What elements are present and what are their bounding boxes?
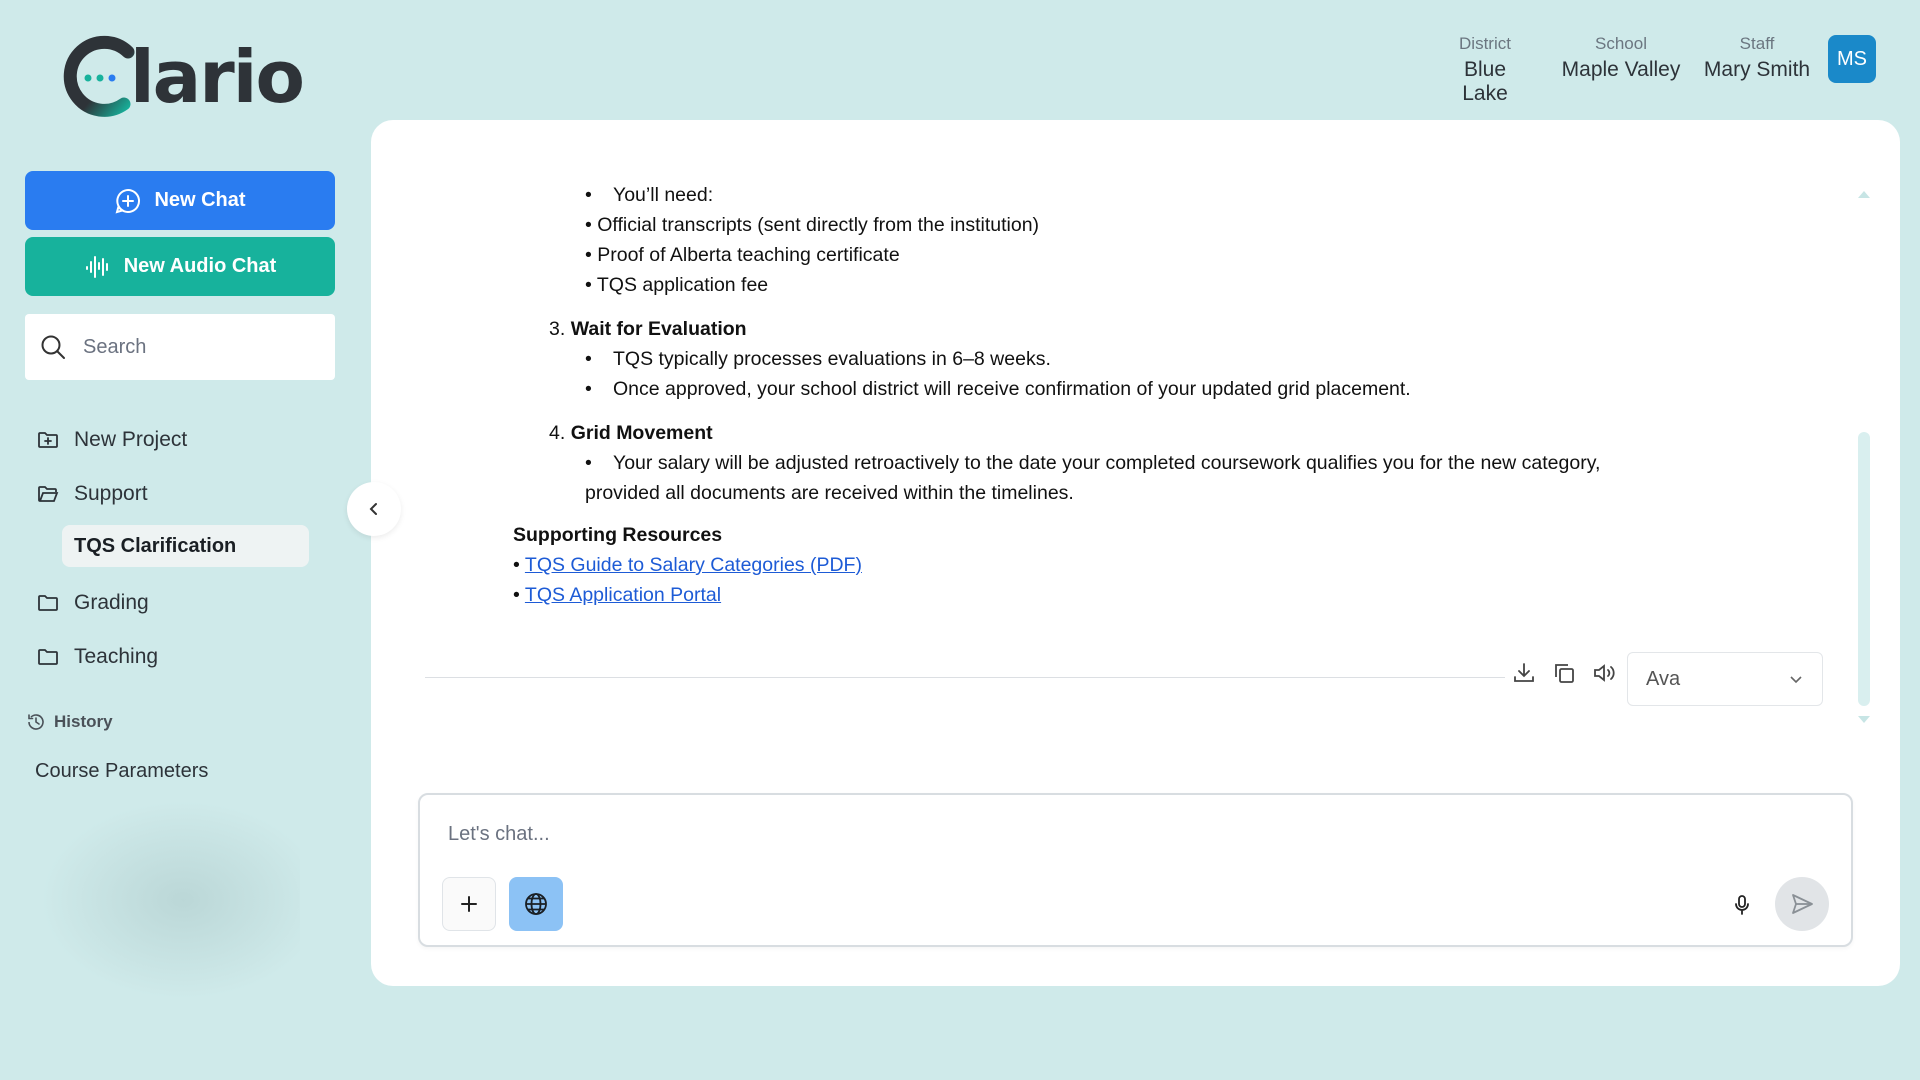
resource-link-guide[interactable]: TQS Guide to Salary Categories (PDF) — [524, 554, 862, 576]
list-item — [513, 344, 1713, 374]
step3-item: TQS typically processes evaluations in 6–8 weeks. — [613, 348, 1051, 370]
resource-item: • TQS Guide to Salary Categories (PDF) — [513, 554, 862, 576]
avatar[interactable]: MS — [1828, 35, 1876, 83]
web-search-toggle[interactable] — [509, 877, 563, 931]
chevron-left-icon — [366, 501, 382, 517]
step-heading — [513, 418, 1713, 448]
voice-selected: Ava — [1646, 667, 1681, 690]
chat-plus-icon — [114, 187, 142, 215]
step-heading — [513, 314, 1713, 344]
speaker-icon[interactable] — [1591, 660, 1617, 686]
send-icon — [1789, 891, 1815, 917]
list-item: • Official transcripts (sent directly from the institution) — [585, 214, 1040, 236]
scrollbar-thumb[interactable] — [1858, 432, 1870, 706]
new-audio-chat-label: New Audio Chat — [123, 255, 277, 277]
brand-name: lario — [130, 35, 303, 119]
folder-icon — [36, 591, 60, 615]
folder-grading-label: Grading — [74, 591, 149, 614]
chat-input[interactable] — [448, 823, 1548, 846]
step4-title: Grid Movement — [570, 422, 713, 444]
folder-teaching-label: Teaching — [74, 645, 159, 668]
copy-icon[interactable] — [1551, 660, 1577, 686]
voice-select[interactable] — [1627, 652, 1823, 706]
new-project-item[interactable] — [36, 428, 187, 452]
history-heading — [26, 712, 113, 732]
list-item: • TQS application fee — [585, 274, 769, 296]
resource-link-portal[interactable]: TQS Application Portal — [524, 584, 722, 606]
audio-wave-icon — [84, 253, 112, 281]
send-button[interactable] — [1775, 877, 1829, 931]
resources-title: Supporting Resources — [513, 524, 723, 546]
scroll-up-arrow-icon[interactable] — [1856, 188, 1872, 200]
step4-number: 4. — [549, 422, 566, 444]
chevron-down-icon — [1788, 671, 1804, 687]
blurred-region — [40, 800, 300, 1000]
folder-icon — [36, 645, 60, 669]
message-actions — [1511, 660, 1617, 686]
folder-open-icon — [36, 482, 60, 506]
list-item — [513, 448, 1713, 508]
message-divider — [425, 677, 1505, 678]
plus-icon — [459, 894, 479, 914]
resource-item: • TQS Application Portal — [513, 584, 722, 606]
clario-logo — [62, 34, 303, 120]
attach-button[interactable] — [442, 877, 496, 931]
step3-title: Wait for Evaluation — [570, 318, 747, 340]
sidebar-folder-grading[interactable] — [36, 591, 149, 615]
step3-number: 3. — [549, 318, 566, 340]
search-input[interactable] — [83, 336, 303, 359]
school-label: School — [1595, 34, 1647, 53]
district-value: Blue Lake — [1462, 58, 1508, 105]
step4-item-line1: • Your salary will be adjusted retroactively to the date your completed coursework qualifies you for the new category, — [613, 452, 1601, 474]
district-label: District — [1459, 34, 1511, 53]
collapse-sidebar-button[interactable] — [347, 482, 401, 536]
staff-value: Mary Smith — [1703, 58, 1811, 81]
list-item — [513, 374, 1713, 404]
staff-info — [1700, 34, 1814, 82]
new-chat-button[interactable] — [25, 171, 335, 230]
chat-panel — [371, 120, 1900, 986]
history-label: History — [54, 712, 113, 731]
new-project-label: New Project — [74, 428, 188, 451]
step3-item: Once approved, your school district will receive confirmation of your updated grid placement. — [613, 378, 1411, 400]
new-audio-chat-button[interactable] — [25, 237, 335, 296]
microphone-icon — [1730, 893, 1754, 917]
history-item[interactable]: Course Parameters — [35, 760, 209, 782]
download-icon[interactable] — [1511, 660, 1537, 686]
list-item: • Proof of Alberta teaching certificate — [585, 244, 900, 266]
scroll-down-arrow-icon[interactable] — [1856, 714, 1872, 726]
new-chat-label: New Chat — [154, 189, 246, 211]
school-value: Maple Valley — [1561, 58, 1681, 81]
district-info — [1440, 34, 1530, 106]
tqs-clarification-label: TQS Clarification — [74, 534, 237, 557]
school-info — [1556, 34, 1686, 82]
globe-icon — [523, 891, 549, 917]
folder-support-label: Support — [74, 482, 148, 505]
need-intro: You’ll need: — [613, 184, 714, 206]
search-icon — [39, 333, 67, 361]
staff-label: Staff — [1739, 34, 1775, 53]
assistant-message — [513, 180, 1713, 610]
history-icon — [26, 712, 46, 732]
sidebar-folder-support[interactable] — [36, 482, 148, 506]
sidebar-item-tqs-clarification[interactable] — [62, 525, 309, 567]
list-item — [513, 180, 1713, 210]
step4-item-line2: provided all documents are received within the timelines. — [585, 482, 1074, 504]
search-box[interactable] — [25, 314, 335, 380]
folder-plus-icon — [36, 428, 60, 452]
microphone-button[interactable] — [1722, 885, 1762, 925]
chat-composer — [418, 793, 1853, 947]
sidebar-folder-teaching[interactable] — [36, 645, 158, 669]
